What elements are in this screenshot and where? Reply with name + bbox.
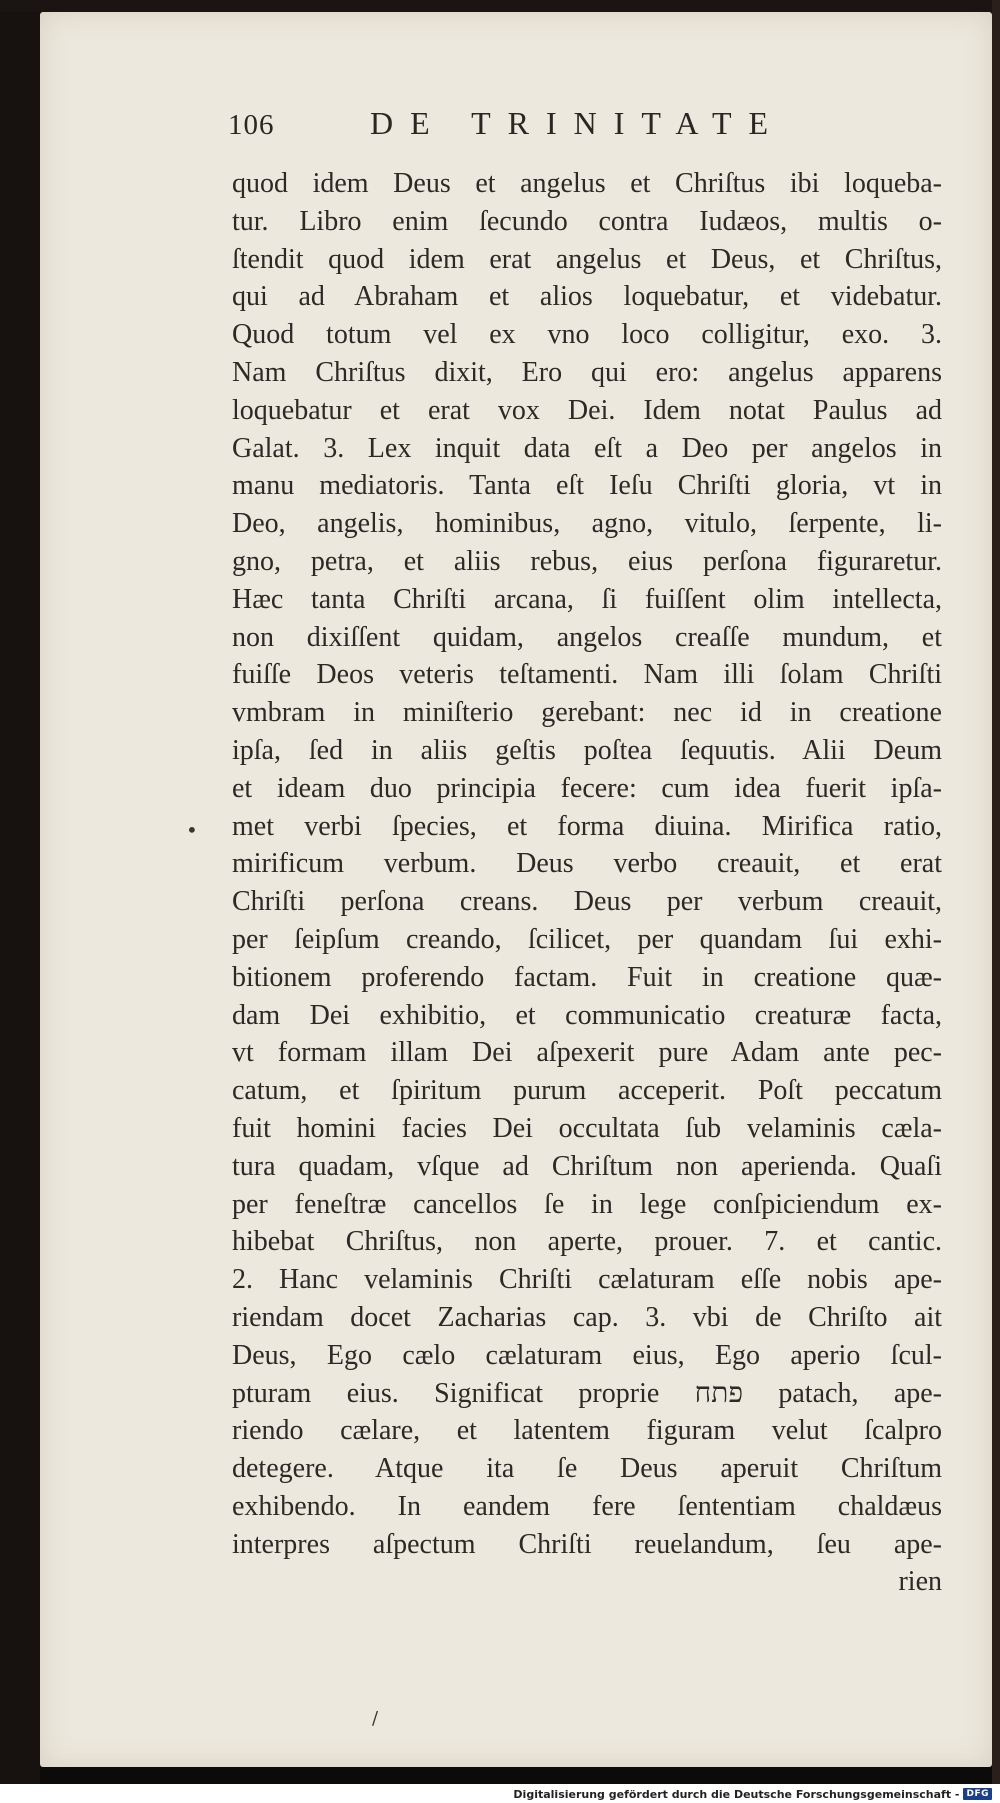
text-line: interpres aſpectum Chriſti reuelandum, ſeu ape- <box>232 1528 942 1560</box>
funding-credit-text: Digitalisierung gefördert durch die Deutsche Forschungsgemeinschaft - <box>513 1787 960 1801</box>
text-line: dam Dei exhibitio, et communicatio creaturæ facta, <box>232 999 942 1031</box>
text-line: pturam eius. Significat proprie פתח patach, ape- <box>232 1377 943 1409</box>
text-line: qui ad Abraham et alios loquebatur, et videbatur. <box>232 281 942 313</box>
text-line: detegere. Atque ita ſe Deus aperuit Chriſtum <box>232 1453 942 1485</box>
text-line: mirificum verbum. Deus verbo creauit, et erat <box>232 848 942 880</box>
scan-top-edge <box>0 0 1000 12</box>
scan-right-margin <box>992 0 1000 1803</box>
text-line: vmbram in miniſterio gerebant: nec id in creatione <box>232 697 942 729</box>
text-line: Chriſti perſona creans. Deus per verbum creauit, <box>232 886 942 918</box>
text-line: met verbi ſpecies, et forma diuina. Mirifica ratio, <box>232 810 942 842</box>
catchword: rien <box>898 1566 942 1598</box>
text-line: 2. Hanc velaminis Chriſti cælaturam eſſe nobis ape- <box>232 1264 942 1296</box>
page-number: 106 <box>228 109 275 141</box>
text-line: riendam docet Zacharias cap. 3. vbi de Chriſto ait <box>232 1301 942 1333</box>
stray-ink-mark: / <box>372 1708 379 1729</box>
text-line: non dixiſſent quidam, angelos creaſſe mundum, et <box>232 621 942 653</box>
text-line: bitionem proferendo factam. Fuit in creatione quæ- <box>232 961 942 993</box>
text-line: ipſa, ſed in aliis geſtis poſtea ſequutis. Alii Deum <box>232 734 942 766</box>
dfg-logo-icon: DFG <box>963 1788 992 1800</box>
text-line: Quod totum vel ex vno loco colligitur, exo. 3. <box>232 319 942 351</box>
body-text <box>232 165 942 1601</box>
text-line: Galat. 3. Lex inquit data eſt a Deo per angelos in <box>232 432 942 464</box>
text-line: tur. Libro enim ſecundo contra Iudæos, multis o- <box>232 205 942 237</box>
text-line: exhibendo. In eandem fere ſententiam chaldæus <box>232 1490 942 1522</box>
text-line: gno, petra, et aliis rebus, eius perſona figuraretur. <box>232 545 942 577</box>
text-line: tura quadam, vſque ad Chriſtum non aperienda. Quaſi <box>232 1150 942 1182</box>
text-line: Deo, angelis, hominibus, agno, vitulo, ſerpente, li- <box>232 508 942 540</box>
text-line: Nam Chriſtus dixit, Ero qui ero: angelus apparens <box>232 356 942 388</box>
text-line: per ſeipſum creando, ſcilicet, per quandam ſui exhi- <box>232 923 942 955</box>
text-line: loquebatur et erat vox Dei. Idem notat Paulus ad <box>232 394 942 426</box>
text-line: catum, et ſpiritum purum acceperit. Poſt peccatum <box>232 1075 942 1107</box>
text-line: ſtendit quod idem erat angelus et Deus, et Chriſtus, <box>232 243 942 275</box>
text-line: et ideam duo principia fecere: cum idea fuerit ipſa- <box>232 772 942 804</box>
scan-left-margin <box>0 0 40 1803</box>
text-line: vt formam illam Dei aſpexerit pure Adam ante pec- <box>232 1037 942 1069</box>
page-header-title: DE TRINITATE <box>370 105 786 141</box>
text-line: manu mediatoris. Tanta eſt Ieſu Chriſti gloria, vt in <box>232 470 942 502</box>
margin-dot-mark: • <box>186 818 198 842</box>
text-line: quod idem Deus et angelus et Chriſtus ibi loqueba- <box>232 168 942 199</box>
text-line: Deus, Ego cælo cælaturam eius, Ego aperio ſcul- <box>232 1339 942 1371</box>
text-line: hibebat Chriſtus, non aperte, prouer. 7. et cantic. <box>232 1226 942 1258</box>
digitization-credit <box>513 1786 992 1802</box>
text-line: fuiſſe Deos veteris teſtamenti. Nam illi ſolam Chriſti <box>232 659 942 691</box>
text-line: per feneſtræ cancellos ſe in lege conſpiciendum ex- <box>232 1188 942 1220</box>
text-line: riendo cælare, et latentem figuram velut ſcalpro <box>232 1415 942 1447</box>
text-line: Hæc tanta Chriſti arcana, ſi fuiſſent olim intellecta, <box>232 583 942 615</box>
text-line: fuit homini facies Dei occultata ſub velaminis cæla- <box>232 1112 942 1144</box>
running-head <box>228 105 808 149</box>
